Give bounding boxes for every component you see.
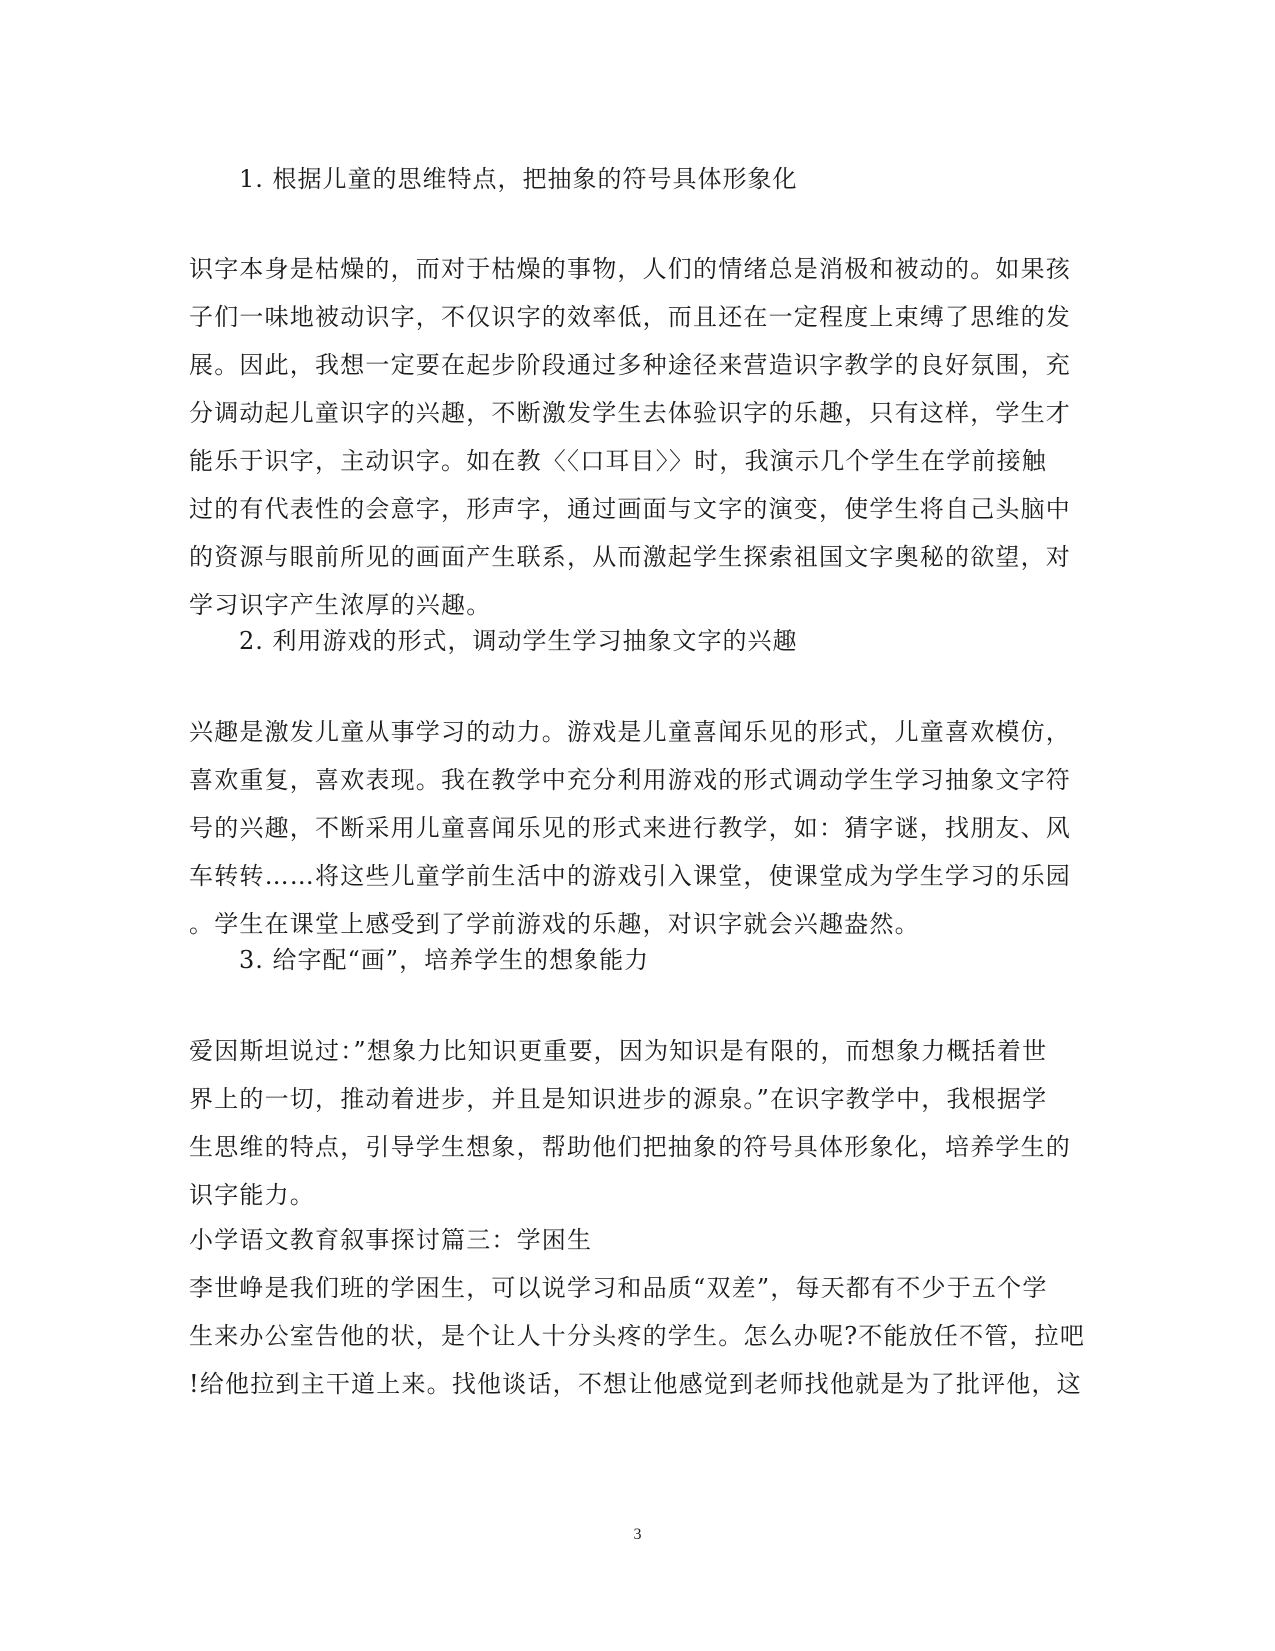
paragraph-line: 分调动起儿童识字的兴趣，不断激发学生去体验识字的乐趣，只有这样，学生才 xyxy=(189,399,1071,427)
paragraph-line: 子们一味地被动识字，不仅识字的效率低，而且还在一定程度上束缚了思维的发 xyxy=(189,303,1071,331)
paragraph-line: 的资源与眼前所见的画面产生联系，从而激起学生探索祖国文字奥秘的欲望，对 xyxy=(189,543,1071,571)
paragraph-line: 识字能力。 xyxy=(189,1181,315,1209)
paragraph-line: 界上的一切，推动着进步，并且是知识进步的源泉。”在识字教学中，我根据学 xyxy=(189,1085,1048,1113)
paragraph-4 xyxy=(189,1264,1089,1408)
page-number: 3 xyxy=(633,1526,642,1543)
paragraph-line: 生思维的特点，引导学生想象，帮助他们把抽象的符号具体形象化，培养学生的 xyxy=(189,1133,1071,1161)
paragraph-1 xyxy=(189,245,1089,629)
paragraph-line: 过的有代表性的会意字，形声字，通过画面与文字的演变，使学生将自己头脑中 xyxy=(189,495,1071,523)
paragraph-line: 号的兴趣，不断采用儿童喜闻乐见的形式来进行教学，如：猜字谜，找朋友、风 xyxy=(189,814,1071,842)
paragraph-line: 爱因斯坦说过：”想象力比知识更重要，因为知识是有限的，而想象力概括着世 xyxy=(189,1037,1048,1065)
paragraph-line: 车转转……将这些儿童学前生活中的游戏引入课堂，使课堂成为学生学习的乐园 xyxy=(189,862,1071,890)
paragraph-line: 喜欢重复，喜欢表现。我在教学中充分利用游戏的形式调动学生学习抽象文字符 xyxy=(189,766,1071,794)
paragraph-2 xyxy=(189,708,1089,948)
section-heading-3: 3. 给字配“画”，培养学生的想象能力 xyxy=(239,946,650,974)
section-heading-2: 2. 利用游戏的形式，调动学生学习抽象文字的兴趣 xyxy=(239,627,798,655)
paragraph-line: 展。因此，我想一定要在起步阶段通过多种途径来营造识字教学的良好氛围，充 xyxy=(189,351,1071,379)
article-title: 小学语文教育叙事探讨篇三：学困生 xyxy=(189,1226,593,1254)
paragraph-line: 识字本身是枯燥的，而对于枯燥的事物，人们的情绪总是消极和被动的。如果孩 xyxy=(189,255,1071,283)
section-heading-1: 1. 根据儿童的思维特点，把抽象的符号具体形象化 xyxy=(239,165,798,193)
paragraph-line: 生来办公室告他的状，是个让人十分头疼的学生。怎么办呢?不能放任不管，拉吧 xyxy=(189,1322,1086,1350)
paragraph-line: 李世峥是我们班的学困生，可以说学习和品质“双差”，每天都有不少于五个学 xyxy=(189,1274,1048,1302)
paragraph-3 xyxy=(189,1027,1089,1219)
paragraph-line: 兴趣是激发儿童从事学习的动力。游戏是儿童喜闻乐见的形式，儿童喜欢模仿， xyxy=(189,718,1071,746)
paragraph-line: 。学生在课堂上感受到了学前游戏的乐趣，对识字就会兴趣盎然。 xyxy=(189,910,920,938)
paragraph-line: 能乐于识字，主动识字。如在教〈〈口耳目〉〉时，我演示几个学生在学前接触 xyxy=(189,447,1047,475)
paragraph-line: !给他拉到主干道上来。找他谈话，不想让他感觉到老师找他就是为了批评他，这 xyxy=(189,1370,1082,1398)
paragraph-line: 学习识字产生浓厚的兴趣。 xyxy=(189,591,492,619)
